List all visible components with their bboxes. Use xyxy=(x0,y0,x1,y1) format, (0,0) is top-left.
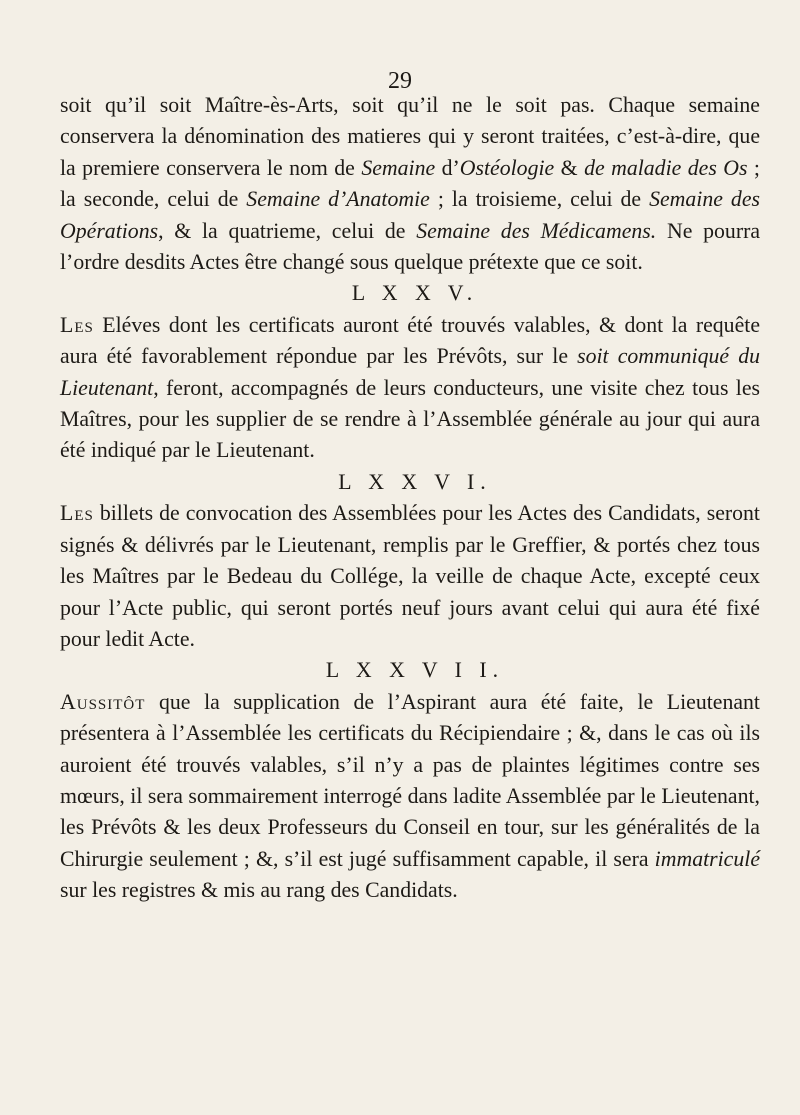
paragraph-text: , & la quatrieme, celui de xyxy=(158,218,417,243)
paragraph-text: d’ xyxy=(435,155,460,180)
paragraph-text: soit qu’il soit Maître-ès-Arts, soit qu’il ne le soit pas. Chaque semaine conservera la dénomination des matieres qui y seront traitées, c’est-à-dire, que la premiere conservera le nom de xyxy=(60,93,760,180)
paragraph-text: Ne pourra l’ordre desdits Actes être changé sous quelque prétexte que ce soit. xyxy=(60,218,761,275)
paragraph-text: billets de convocation des Assemblées pour les Actes des Candidats, seront signés & délivrés par le Lieutenant, remplis par le Greffier, & portés chez tous les Maîtres par le Bedeau du Collége, la veille de chaque Acte, excepté ceux pour l’Acte public, qui seront portés neuf jours avant celui qui aura été fixé pour ledit Acte. xyxy=(60,501,760,651)
body-text xyxy=(60,90,760,907)
paragraph-text: , feront, accompagnés de leurs conducteurs, une visite chez tous les Maîtres, pour les supplier de se rendre à l’Assemblée générale au jour qui aura été indiqué par le Lieutenant. xyxy=(60,375,760,463)
paragraph-article-77 xyxy=(60,687,760,907)
paragraph-text: Eléves dont les certificats auront été trouvés valables, & dont la requête aura été favorablement répondue par les Prévôts, sur le xyxy=(60,312,760,369)
article-heading-77: L X X V I I. xyxy=(325,658,505,683)
paragraph-text: que la supplication de l’Aspirant aura été faite, le Lieutenant présentera à l’Assemblée les certificats du Récipiendaire ; &, dans le cas où ils auroient été trouvés valables, s’il n’y a pas de plaintes légitimes contre ses mœurs, il sera sommairement interrogé dans ladite Assemblée par le Lieutenant, les Prévôts & les deux Professeurs du Conseil en tour, sur les généralités de la Chirurgie seulement ; &, s’il est jugé suffisamment capable, il sera xyxy=(60,689,760,871)
page-number: 29 xyxy=(388,68,412,94)
italic-term: soit communiqué du Lieutenant xyxy=(60,344,760,400)
paragraph-article-75 xyxy=(60,310,760,467)
lead-word: Les xyxy=(60,312,94,337)
paragraph-text: ; la troisieme, celui de xyxy=(429,187,650,212)
italic-term: Semaine des Opérations xyxy=(60,187,760,243)
italic-term: Semaine xyxy=(361,155,436,180)
article-heading-76: L X X V I. xyxy=(338,469,492,494)
paragraph-text: sur les registres & mis au rang des Candidats. xyxy=(60,878,458,903)
italic-term: Semaine des Médicamens. xyxy=(416,218,657,243)
italic-term: immatriculé xyxy=(654,846,760,871)
article-heading-75: L X X V. xyxy=(351,281,479,306)
italic-term: Semaine d’Anatomie xyxy=(246,187,430,212)
paragraph-article-76 xyxy=(60,498,760,655)
italic-term: Ostéologie xyxy=(459,155,555,180)
paragraph-text: ; la seconde, celui de xyxy=(60,155,760,212)
lead-word: Les xyxy=(60,501,94,526)
italic-term: de maladie des Os xyxy=(584,155,748,180)
paragraph-intro xyxy=(60,90,760,278)
paragraph-text: & xyxy=(554,155,585,180)
lead-word: Aussitôt xyxy=(60,689,146,714)
